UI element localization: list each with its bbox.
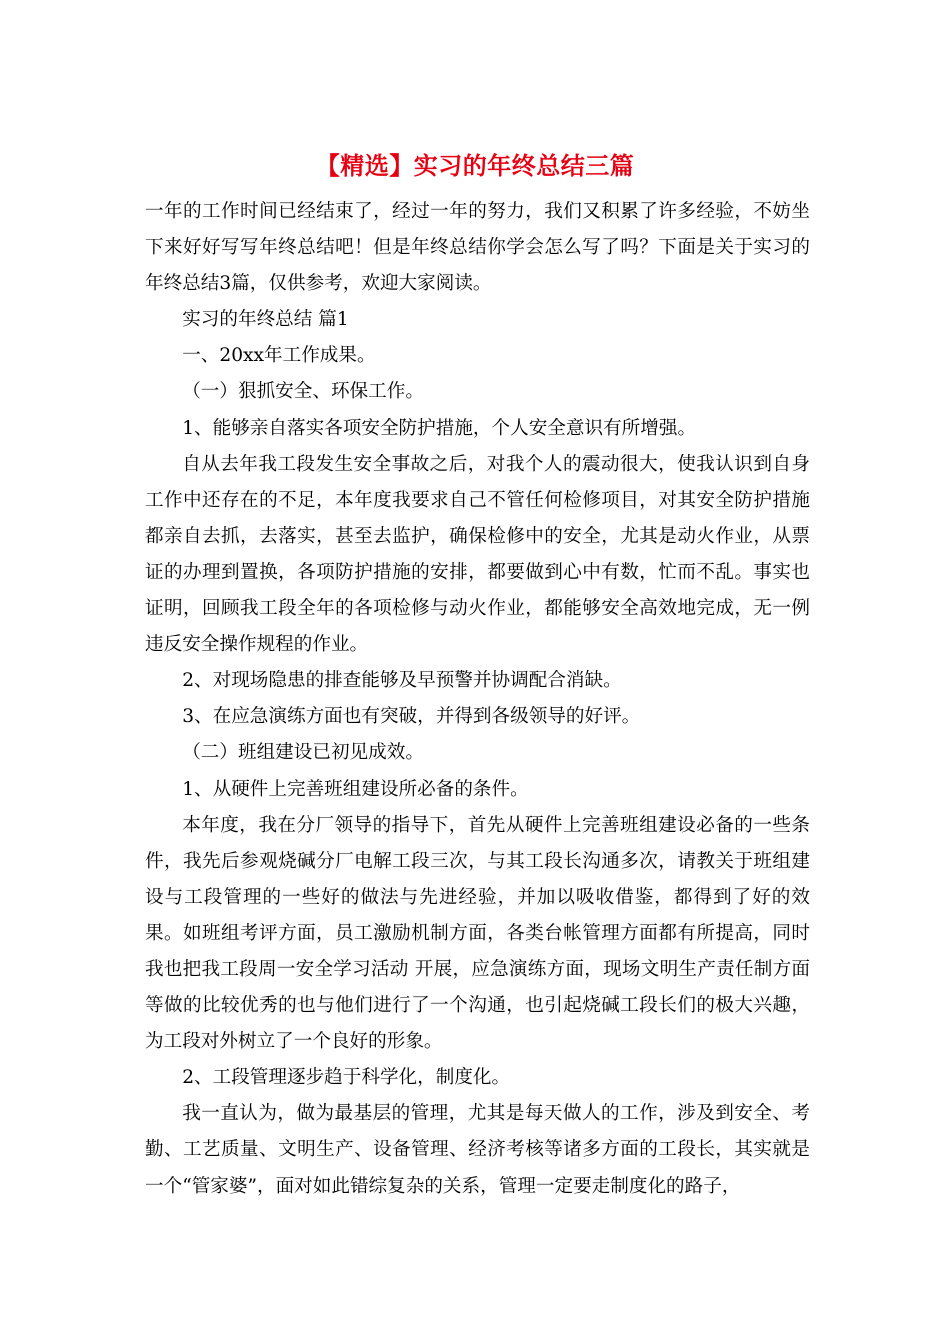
item-emergency-drill: 3、在应急演练方面也有突破，并得到各级领导的好评。 <box>182 706 641 728</box>
document-title: 【精选】实习的年终总结三篇 <box>315 151 635 180</box>
subheading-team-building: （二）班组建设已初见成效。 <box>182 742 424 764</box>
item-safety-measures: 1、能够亲自落实各项安全防护措施，个人安全意识有所增强。 <box>182 417 697 439</box>
item-hazard-check: 2、对现场隐患的排查能够及早预警并协调配合消缺。 <box>182 670 622 692</box>
paragraph-management-detail: 我一直认为，做为最基层的管理，尤其是每天做人的工作，涉及到安全、考勤、工艺质量、文明生产、设备管理、经济考核等诸多方面的工段长，其实就是一个“管家婆”，面对如此错综复杂的关系，管理一定要走制度化的路子， <box>145 1103 810 1197</box>
item-management: 2、工段管理逐步趋于科学化，制度化。 <box>182 1067 511 1089</box>
subheading-safety: （一）狠抓安全、环保工作。 <box>182 381 424 403</box>
intro-paragraph: 一年的工作时间已经结束了，经过一年的努力，我们又积累了许多经验，不妨坐下来好好写写年终总结吧！但是年终总结你学会怎么写了吗？下面是关于实习的年终总结3篇，仅供参考，欢迎大家阅读。 <box>145 201 810 295</box>
document-body <box>145 194 810 1205</box>
section-heading-part-1: 实习的年终总结 篇1 <box>182 309 349 331</box>
paragraph-hardware-detail: 本年度，我在分厂领导的指导下，首先从硬件上完善班组建设必备的一些条件，我先后参观烧碱分厂电解工段三次，与其工段长沟通多次，请教关于班组建设与工段管理的一些好的做法与先进经验，并加以吸收借鉴，都得到了好的效果。如班组考评方面，员工激励机制方面，各类台帐管理方面都有所提高，同时我也把我工段周一安全学习活动 开展，应急演练方面，现场文明生产责任制方面等做的比较优秀的也与他们进行了一个沟通，也引起烧碱工段长们的极大兴趣，为工段对外树立了一个良好的形象。 <box>145 814 810 1053</box>
item-hardware: 1、从硬件上完善班组建设所必备的条件。 <box>182 778 529 800</box>
paragraph-safety-detail: 自从去年我工段发生安全事故之后，对我个人的震动很大，使我认识到自身工作中还存在的不足，本年度我要求自己不管任何检修项目，对其安全防护措施都亲自去抓，去落实，甚至去监护，确保检修中的安全，尤其是动火作业，从票证的办理到置换，各项防护措施的安排，都要做到心中有数，忙而不乱。事实也证明，回顾我工段全年的各项检修与动火作业，都能够安全高效地完成，无一例违反安全操作规程的作业。 <box>145 453 810 656</box>
heading-work-results: 一、20xx年工作成果。 <box>182 345 376 367</box>
